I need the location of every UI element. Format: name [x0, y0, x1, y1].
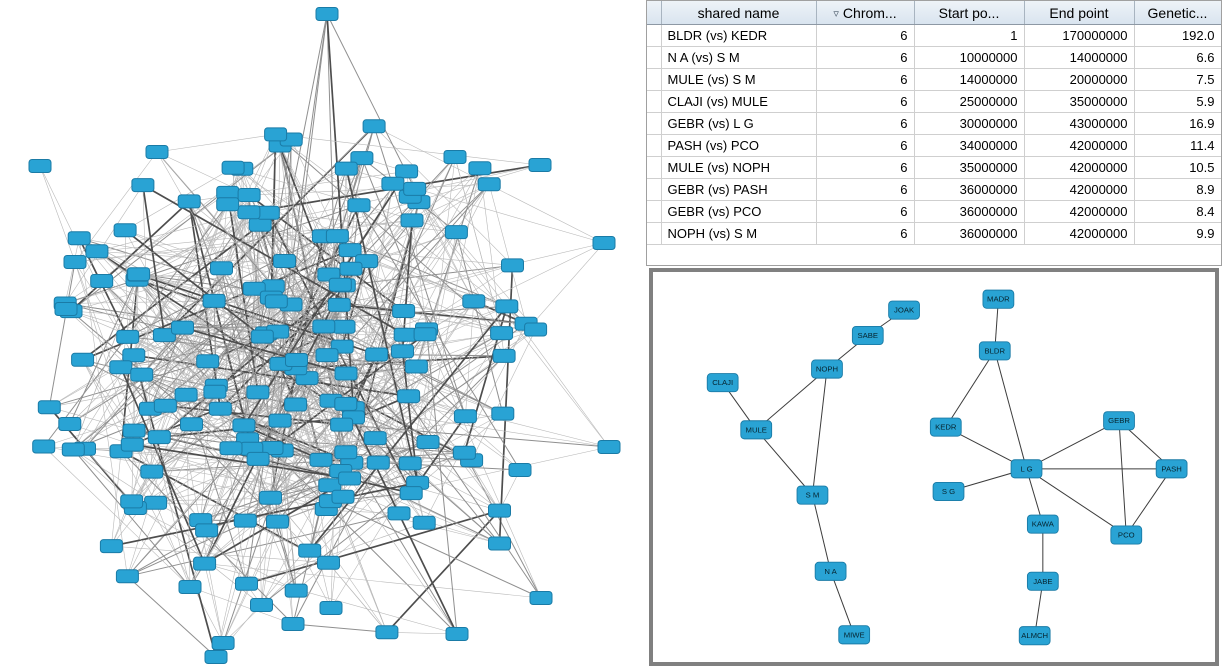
main-network-node[interactable] [260, 491, 282, 504]
main-network-node[interactable] [121, 495, 143, 508]
sub-network-node[interactable] [797, 486, 828, 504]
main-network-node[interactable] [489, 504, 511, 517]
table-row[interactable] [647, 113, 1221, 135]
main-network-node[interactable] [446, 628, 468, 641]
main-network-node[interactable] [478, 178, 500, 191]
node-label: ALMCH [1021, 631, 1049, 641]
sub-network-node[interactable] [930, 418, 961, 436]
main-network-node[interactable] [196, 524, 218, 537]
sub-network-node[interactable] [1156, 460, 1187, 478]
main-network-node[interactable] [299, 544, 321, 557]
cell-chromosome[interactable]: 6 [816, 113, 914, 135]
main-network-node[interactable] [29, 160, 51, 173]
column-header-genetic[interactable] [1134, 1, 1221, 25]
cell-end-point[interactable]: 20000000 [1024, 69, 1134, 91]
cell-start-point[interactable]: 14000000 [914, 69, 1024, 91]
main-network-node[interactable] [445, 226, 467, 239]
sub-network-node[interactable] [1019, 627, 1050, 645]
cell-start-point[interactable]: 35000000 [914, 157, 1024, 179]
main-network-node[interactable] [598, 441, 620, 454]
main-network-node[interactable] [123, 349, 145, 362]
sub-network-edge [812, 369, 827, 495]
main-network-node[interactable] [388, 507, 410, 520]
column-label-start-point: Start po... [938, 4, 1000, 21]
cell-start-point[interactable]: 36000000 [914, 179, 1024, 201]
main-network-node[interactable] [38, 401, 60, 414]
main-network-edge [350, 479, 457, 635]
main-network-node[interactable] [220, 442, 242, 455]
main-network-node[interactable] [72, 353, 94, 366]
main-network-edge [293, 624, 387, 632]
main-network-node[interactable] [405, 360, 427, 373]
sub-network-node[interactable] [839, 626, 870, 644]
main-network-node[interactable] [211, 262, 233, 275]
cell-genetic[interactable]: 11.4 [1134, 135, 1221, 157]
cell-end-point[interactable]: 42000000 [1024, 201, 1134, 223]
cell-genetic[interactable]: 5.9 [1134, 91, 1221, 113]
sub-network-node[interactable] [983, 290, 1014, 308]
main-network-node[interactable] [178, 195, 200, 208]
node-label: MULE [745, 425, 767, 435]
node-label: KAWA [1031, 519, 1054, 529]
row-gutter-cell [647, 69, 661, 91]
main-network-node[interactable] [68, 232, 90, 245]
main-network-node[interactable] [310, 453, 332, 466]
main-network-node[interactable] [398, 390, 420, 403]
cell-chromosome[interactable]: 6 [816, 25, 914, 47]
cell-end-point[interactable]: 170000000 [1024, 25, 1134, 47]
main-network-node[interactable] [364, 432, 386, 445]
main-network-node[interactable] [529, 159, 551, 172]
cell-shared-name[interactable]: GEBR (vs) L G [661, 113, 816, 135]
cell-genetic[interactable]: 7.5 [1134, 69, 1221, 91]
node-label: PASH [1161, 464, 1182, 474]
cell-chromosome[interactable]: 6 [816, 69, 914, 91]
node-label: S G [941, 486, 956, 496]
main-network-edge [65, 238, 79, 303]
sub-network-node[interactable] [1027, 515, 1058, 533]
sub-network-node[interactable] [852, 326, 883, 344]
main-network-node[interactable] [332, 490, 354, 503]
main-network-node[interactable] [55, 303, 77, 316]
cell-end-point[interactable]: 43000000 [1024, 113, 1134, 135]
main-network-node[interactable] [316, 8, 338, 21]
main-network-node[interactable] [62, 443, 84, 456]
main-network-node[interactable] [392, 345, 414, 358]
main-network-node[interactable] [413, 516, 435, 529]
cell-chromosome[interactable]: 6 [816, 91, 914, 113]
sub-network-node[interactable] [815, 562, 846, 580]
cell-shared-name[interactable]: MULE (vs) NOPH [661, 157, 816, 179]
node-label: BLDR [984, 346, 1006, 356]
table-row[interactable] [647, 223, 1221, 245]
main-network-node[interactable] [502, 259, 524, 272]
main-network-node[interactable] [489, 537, 511, 550]
main-network-node[interactable] [493, 349, 515, 362]
column-header-start-point[interactable] [914, 1, 1024, 25]
cell-shared-name[interactable]: BLDR (vs) KEDR [661, 25, 816, 47]
main-network-node[interactable] [394, 328, 416, 341]
main-network-node[interactable] [100, 540, 122, 553]
main-network-node[interactable] [172, 321, 194, 334]
main-network-node[interactable] [269, 414, 291, 427]
main-network-node[interactable] [444, 151, 466, 164]
main-network-node[interactable] [212, 637, 234, 650]
main-network-node[interactable] [233, 419, 255, 432]
main-network-node[interactable] [274, 255, 296, 268]
cell-start-point[interactable]: 25000000 [914, 91, 1024, 113]
main-network-edge [49, 262, 75, 407]
main-network-edge [205, 564, 224, 643]
main-network-node[interactable] [400, 487, 422, 500]
sub-network-edge [1119, 421, 1126, 535]
cell-start-point[interactable]: 10000000 [914, 47, 1024, 69]
node-label: KEDR [935, 422, 957, 432]
main-network-node[interactable] [530, 592, 552, 605]
sub-network-edge [756, 430, 812, 495]
main-network-node[interactable] [417, 436, 439, 449]
cell-end-point[interactable]: 42000000 [1024, 223, 1134, 245]
main-network-node[interactable] [286, 354, 308, 367]
column-label-genetic: Genetic... [1147, 4, 1208, 21]
sub-network-node[interactable] [889, 301, 920, 319]
sub-network-node[interactable] [741, 421, 772, 439]
sub-network-canvas[interactable] [653, 272, 1215, 662]
main-network-node[interactable] [123, 424, 145, 437]
main-network-node[interactable] [249, 218, 271, 231]
main-network-node[interactable] [128, 268, 150, 281]
sub-network-node[interactable] [933, 482, 964, 500]
node-label: JOAK [894, 305, 915, 315]
main-network-node[interactable] [376, 626, 398, 639]
main-network-node[interactable] [265, 128, 287, 141]
main-network-node[interactable] [399, 457, 421, 470]
row-gutter-cell [647, 25, 661, 47]
node-label: CLAJI [712, 378, 734, 388]
sub-network-edge [946, 351, 995, 427]
main-network-node[interactable] [91, 275, 113, 288]
main-network-node[interactable] [131, 368, 153, 381]
column-label-end-point: End point [1049, 4, 1109, 21]
main-network-node[interactable] [393, 305, 415, 318]
node-label: NOPH [815, 364, 839, 374]
main-network-node[interactable] [154, 399, 176, 412]
main-network-node[interactable] [203, 294, 225, 307]
sub-network-node[interactable] [1027, 572, 1058, 590]
main-network-node[interactable] [396, 165, 418, 178]
main-network-node[interactable] [366, 348, 388, 361]
main-network-node[interactable] [247, 452, 269, 465]
main-network-node[interactable] [251, 599, 273, 612]
cell-start-point[interactable]: 30000000 [914, 113, 1024, 135]
cell-genetic[interactable]: 10.5 [1134, 157, 1221, 179]
main-network-node[interactable] [367, 456, 389, 469]
main-network-node[interactable] [64, 256, 86, 269]
row-gutter-cell [647, 91, 661, 113]
main-network-node[interactable] [454, 410, 476, 423]
sub-network-edge [1126, 469, 1171, 535]
main-network-node[interactable] [316, 349, 338, 362]
cell-genetic[interactable]: 192.0 [1134, 25, 1221, 47]
column-label-chromosome: Chrom... [842, 4, 897, 21]
row-gutter-cell [647, 179, 661, 201]
main-network-node[interactable] [285, 584, 307, 597]
main-network-node[interactable] [121, 438, 143, 451]
main-network-node[interactable] [492, 407, 514, 420]
cell-chromosome[interactable]: 6 [816, 223, 914, 245]
main-network-node[interactable] [251, 330, 273, 343]
main-network-node[interactable] [335, 446, 357, 459]
table-row[interactable] [647, 201, 1221, 223]
edge-table-panel[interactable] [646, 0, 1222, 266]
main-network-node[interactable] [217, 198, 239, 211]
row-gutter-cell [647, 157, 661, 179]
cell-start-point[interactable]: 1 [914, 25, 1024, 47]
main-network-node[interactable] [340, 262, 362, 275]
column-header-shared-name[interactable] [661, 1, 816, 25]
sub-network-nodes[interactable] [707, 290, 1187, 645]
table-row[interactable] [647, 25, 1221, 47]
main-network-edge [157, 134, 276, 152]
cell-genetic[interactable]: 8.4 [1134, 201, 1221, 223]
cell-shared-name[interactable]: NOPH (vs) S M [661, 223, 816, 245]
main-network-node[interactable] [329, 278, 351, 291]
cell-shared-name[interactable]: GEBR (vs) PASH [661, 179, 816, 201]
node-label: GEBR [1108, 416, 1130, 426]
sub-network-edges [723, 299, 1172, 635]
node-label: MADR [987, 294, 1010, 304]
main-network-node[interactable] [491, 327, 513, 340]
main-network-edge [127, 513, 399, 576]
node-label: SABE [857, 330, 879, 340]
main-network-node[interactable] [326, 230, 348, 243]
main-network-node[interactable] [197, 355, 219, 368]
cell-genetic[interactable]: 9.9 [1134, 223, 1221, 245]
table-row[interactable] [647, 135, 1221, 157]
sub-network-node[interactable] [707, 374, 738, 392]
main-network-node[interactable] [146, 146, 168, 159]
main-network-node[interactable] [175, 388, 197, 401]
main-network-node[interactable] [59, 418, 81, 431]
table-row[interactable] [647, 91, 1221, 113]
main-network-node[interactable] [265, 295, 287, 308]
row-gutter-cell [647, 201, 661, 223]
row-gutter-cell [647, 223, 661, 245]
row-gutter-cell [647, 135, 661, 157]
sub-network-node[interactable] [812, 360, 843, 378]
sub-network-node[interactable] [1111, 526, 1142, 544]
row-gutter-cell [647, 113, 661, 135]
main-network-node[interactable] [247, 386, 269, 399]
main-network-edge [127, 576, 216, 657]
sub-network-view[interactable] [649, 268, 1219, 666]
main-network-node[interactable] [509, 464, 531, 477]
main-network-node[interactable] [453, 446, 475, 459]
main-network-node[interactable] [222, 161, 244, 174]
main-network-edge [70, 375, 142, 424]
main-network-node[interactable] [525, 323, 547, 336]
main-network-node[interactable] [320, 602, 342, 615]
cell-genetic[interactable]: 16.9 [1134, 113, 1221, 135]
column-header-chromosome[interactable] [816, 1, 914, 25]
sub-network-node[interactable] [979, 342, 1010, 360]
main-network-node[interactable] [117, 330, 139, 343]
main-network-node[interactable] [335, 397, 357, 410]
main-network-node[interactable] [205, 651, 227, 664]
right-column [646, 0, 1222, 669]
table-row[interactable] [647, 47, 1221, 69]
main-network-node[interactable] [313, 320, 335, 333]
cell-shared-name[interactable]: PASH (vs) PCO [661, 135, 816, 157]
cell-end-point[interactable]: 35000000 [1024, 91, 1134, 113]
main-network-node[interactable] [335, 162, 357, 175]
main-network-node[interactable] [148, 431, 170, 444]
node-label: N A [824, 566, 837, 576]
cell-shared-name[interactable]: GEBR (vs) PCO [661, 201, 816, 223]
cell-genetic[interactable]: 6.6 [1134, 47, 1221, 69]
main-network-node[interactable] [204, 385, 226, 398]
table-header-row[interactable] [647, 1, 1221, 25]
main-network-node[interactable] [363, 120, 385, 133]
node-label: PCO [1117, 530, 1135, 540]
main-network-node[interactable] [339, 472, 361, 485]
table-row[interactable] [647, 179, 1221, 201]
sub-network-node[interactable] [1104, 412, 1135, 430]
cell-end-point[interactable]: 14000000 [1024, 47, 1134, 69]
main-network-node[interactable] [110, 361, 132, 374]
main-network-node[interactable] [257, 206, 279, 219]
cell-start-point[interactable]: 36000000 [914, 223, 1024, 245]
main-network-node[interactable] [267, 515, 289, 528]
main-network-node[interactable] [469, 162, 491, 175]
cell-genetic[interactable]: 8.9 [1134, 179, 1221, 201]
cell-chromosome[interactable]: 6 [816, 47, 914, 69]
main-network-node[interactable] [209, 402, 231, 415]
main-network-node[interactable] [335, 367, 357, 380]
main-network-node[interactable] [348, 199, 370, 212]
table-row[interactable] [647, 69, 1221, 91]
cell-start-point[interactable]: 34000000 [914, 135, 1024, 157]
main-network-node[interactable] [414, 328, 436, 341]
main-network-node[interactable] [141, 465, 163, 478]
main-network-edge [205, 564, 457, 634]
filter-icon[interactable]: ▿ [833, 8, 839, 21]
column-header-end-point[interactable] [1024, 1, 1134, 25]
sub-network-edge [812, 495, 830, 571]
main-network-node[interactable] [33, 440, 55, 453]
main-network-node[interactable] [282, 618, 304, 631]
main-network-node[interactable] [116, 570, 138, 583]
table-row[interactable] [647, 157, 1221, 179]
main-network-node[interactable] [181, 418, 203, 431]
main-network-node[interactable] [132, 179, 154, 192]
main-network-node[interactable] [319, 479, 341, 492]
row-gutter-cell [647, 47, 661, 69]
node-label: L G [1020, 464, 1033, 474]
sub-network-edge [995, 351, 1027, 469]
main-network-node[interactable] [238, 206, 260, 219]
cell-start-point[interactable]: 36000000 [914, 201, 1024, 223]
cell-chromosome[interactable]: 6 [816, 179, 914, 201]
main-network-node[interactable] [86, 245, 108, 258]
main-network-node[interactable] [401, 214, 423, 227]
node-label: S M [805, 490, 820, 500]
main-network-node[interactable] [234, 514, 256, 527]
node-label: JABE [1033, 576, 1053, 586]
edge-table[interactable] [647, 1, 1222, 245]
main-network-node[interactable] [179, 581, 201, 594]
main-network-node[interactable] [238, 189, 260, 202]
cell-end-point[interactable]: 42000000 [1024, 179, 1134, 201]
main-network-node[interactable] [236, 577, 258, 590]
cell-end-point[interactable]: 42000000 [1024, 135, 1134, 157]
cell-shared-name[interactable]: MULE (vs) S M [661, 69, 816, 91]
main-network-node[interactable] [404, 182, 426, 195]
main-network-node[interactable] [463, 295, 485, 308]
cell-chromosome[interactable]: 6 [816, 201, 914, 223]
main-network-node[interactable] [285, 398, 307, 411]
main-network-node[interactable] [382, 177, 404, 190]
row-gutter-header [647, 1, 661, 25]
sub-network-node[interactable] [1011, 460, 1042, 478]
cell-chromosome[interactable]: 6 [816, 135, 914, 157]
cell-end-point[interactable]: 42000000 [1024, 157, 1134, 179]
edge-table-body[interactable] [647, 25, 1221, 245]
cell-shared-name[interactable]: N A (vs) S M [661, 47, 816, 69]
main-network-node[interactable] [331, 418, 353, 431]
main-network-node[interactable] [318, 556, 340, 569]
cell-chromosome[interactable]: 6 [816, 157, 914, 179]
column-label-shared-name: shared name [697, 4, 780, 21]
main-network-node[interactable] [114, 224, 136, 237]
main-network-node[interactable] [145, 496, 167, 509]
main-network-node[interactable] [328, 298, 350, 311]
cell-shared-name[interactable]: CLAJI (vs) MULE [661, 91, 816, 113]
main-network-node[interactable] [333, 320, 355, 333]
main-network-node[interactable] [496, 300, 518, 313]
main-network-node[interactable] [593, 237, 615, 250]
main-network-node[interactable] [194, 557, 216, 570]
node-label: MIWE [843, 630, 865, 640]
